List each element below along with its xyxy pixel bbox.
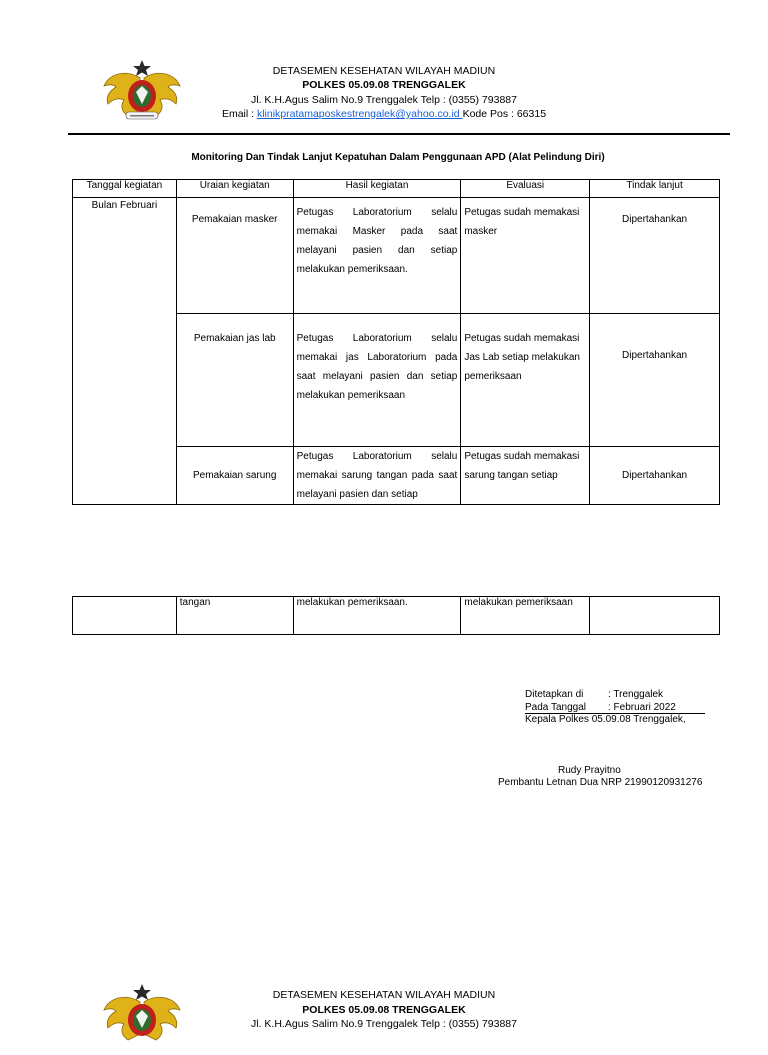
- cell-hasil: Petugas Laboratorium selalu memakai Masker pada saat melayani pasien dan setiap melakukan pemeriksaan.: [293, 198, 461, 314]
- cell-evaluasi: Petugas sudah memakasi sarung tangan setiap: [461, 447, 590, 505]
- sig-place-label: Ditetapkan di: [525, 689, 584, 700]
- table-row: [73, 597, 720, 635]
- cell-tindak: Dipertahankan: [590, 447, 720, 505]
- sig-place-value: : Trenggalek: [608, 689, 664, 700]
- apd-continuation-table: [72, 596, 720, 635]
- header-hasil: Hasil kegiatan: [293, 180, 461, 198]
- header-tanggal: Tanggal kegiatan: [73, 180, 177, 198]
- sig-office: Kepala Polkes 05.09.08 Trenggalek,: [525, 714, 686, 725]
- table-header-row: [73, 180, 720, 198]
- letterhead-line-2: POLKES 05.09.08 TRENGGALEK: [302, 79, 466, 91]
- next-letterhead-line-3: Jl. K.H.Agus Salim No.9 Trenggalek Telp : (0355) 793887: [251, 1018, 517, 1030]
- cell-hasil: melakukan pemeriksaan.: [293, 597, 461, 635]
- cell-period-empty: [73, 597, 177, 635]
- cell-uraian: Pemakaian sarung: [176, 447, 293, 505]
- cell-evaluasi: Petugas sudah memakasi masker: [461, 198, 590, 314]
- cell-tindak: Dipertahankan: [590, 198, 720, 314]
- next-letterhead-line-1: DETASEMEN KESEHATAN WILAYAH MADIUN: [272, 989, 496, 1001]
- postcode-text: Kode Pos : 66315: [462, 108, 547, 120]
- cell-uraian: tangan: [176, 597, 293, 635]
- header-uraian: Uraian kegiatan: [176, 180, 293, 198]
- sig-name: Rudy Prayitno: [558, 765, 621, 776]
- email-link[interactable]: klinikpratamaposkestrengalek@yahoo.co.id: [256, 108, 463, 120]
- cell-tindak: Dipertahankan: [590, 314, 720, 447]
- header-evaluasi: Evaluasi: [461, 180, 590, 198]
- sig-rank: Pembantu Letnan Dua NRP 21990120931276: [498, 777, 703, 788]
- cell-uraian: Pemakaian masker: [176, 198, 293, 314]
- document-title: Monitoring Dan Tindak Lanjut Kepatuhan Dalam Penggunaan APD (Alat Pelindung Diri): [191, 152, 605, 163]
- sig-date-label: Pada Tanggal: [525, 702, 586, 713]
- letterhead-line-1: DETASEMEN KESEHATAN WILAYAH MADIUN: [272, 65, 496, 77]
- next-letterhead-line-2: POLKES 05.09.08 TRENGGALEK: [302, 1004, 466, 1016]
- letterhead-divider: [68, 133, 730, 135]
- cell-hasil: Petugas Laboratorium selalu memakai jas Laboratorium pada saat melayani pasien dan setiap melakukan pemeriksaan: [293, 314, 461, 447]
- cell-evaluasi: Petugas sudah memakasi Jas Lab setiap melakukan pemeriksaan: [461, 314, 590, 447]
- sig-date-value: : Februari 2022: [608, 702, 676, 713]
- cell-period: Bulan Februari: [73, 198, 177, 505]
- cell-evaluasi: melakukan pemeriksaan: [461, 597, 590, 635]
- cell-hasil: Petugas Laboratorium selalu memakai sarung tangan pada saat melayani pasien dan setiap: [293, 447, 461, 505]
- email-prefix: Email :: [221, 108, 257, 120]
- apd-monitoring-table: [72, 179, 720, 505]
- header-tindak: Tindak lanjut: [590, 180, 720, 198]
- letterhead-contact-line: [0, 107, 768, 121]
- letterhead-line-3: Jl. K.H.Agus Salim No.9 Trenggalek Telp : (0355) 793887: [251, 94, 517, 106]
- cell-uraian: Pemakaian jas lab: [176, 314, 293, 447]
- cell-tindak-empty: [590, 597, 720, 635]
- table-row: [73, 198, 720, 314]
